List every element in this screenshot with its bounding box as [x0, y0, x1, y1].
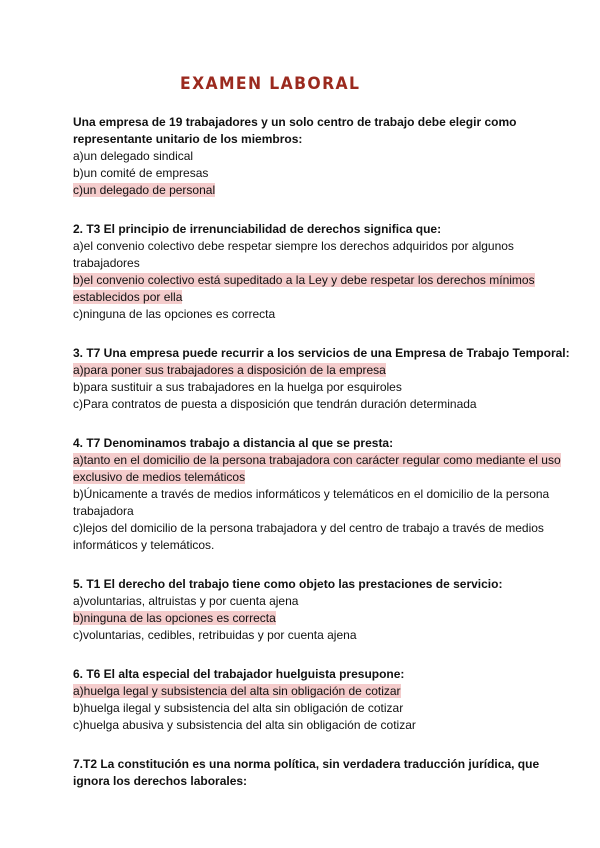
answer-option-correct	[73, 610, 578, 627]
question-block	[73, 576, 578, 644]
question-text: 4. T7 Denominamos trabajo a distancia al que se presta:	[73, 436, 394, 450]
answer-option	[73, 700, 578, 717]
question-block	[73, 221, 578, 323]
answer-option	[73, 306, 578, 323]
answer-option-text: a)un delegado sindical	[73, 149, 194, 163]
answer-option	[73, 520, 578, 554]
answer-option	[73, 148, 578, 165]
question-list	[73, 114, 578, 812]
answer-option-text: c)lejos del domicilio de la persona trabajadora y del centro de trabajo a través de medios informáticos y telemáticos.	[73, 521, 544, 552]
answer-option-text: b)para sustituir a sus trabajadores en la huelga por esquiroles	[73, 380, 402, 394]
answer-option-text: b)ninguna de las opciones es correcta	[73, 611, 276, 625]
answer-option-text: a)huelga legal y subsistencia del alta sin obligación de cotizar	[73, 684, 401, 698]
answer-option	[73, 486, 578, 520]
answer-option	[73, 238, 578, 272]
question-text: 7.T2 La constitución es una norma política, sin verdadera traducción jurídica, que ignora los derechos laborales:	[73, 757, 540, 788]
question-text: 2. T3 El principio de irrenunciabilidad de derechos significa que:	[73, 222, 442, 236]
answer-option	[73, 396, 578, 413]
question-block	[73, 756, 578, 790]
question-block	[73, 114, 578, 199]
question-block	[73, 435, 578, 554]
answer-option-text: c)ninguna de las opciones es correcta	[73, 307, 276, 321]
question-text: 3. T7 Una empresa puede recurrir a los servicios de una Empresa de Trabajo Temporal:	[73, 346, 570, 360]
answer-option	[73, 593, 578, 610]
answer-option-correct	[73, 362, 578, 379]
question-block	[73, 666, 578, 734]
answer-option-text: c)un delegado de personal	[73, 183, 216, 197]
answer-option-text: c)voluntarias, cedibles, retribuidas y por cuenta ajena	[73, 628, 357, 642]
answer-option	[73, 165, 578, 182]
answer-option-text: b)Únicamente a través de medios informáticos y telemáticos en el domicilio de la persona trabajadora	[73, 487, 550, 518]
page-title: EXAMEN LABORAL	[180, 74, 361, 94]
answer-option	[73, 627, 578, 644]
question-block	[73, 345, 578, 413]
answer-option	[73, 717, 578, 734]
answer-option-correct	[73, 182, 578, 199]
answer-option-text: c)huelga abusiva y subsistencia del alta sin obligación de cotizar	[73, 718, 416, 732]
answer-option-correct	[73, 272, 578, 306]
answer-option-text: a)el convenio colectivo debe respetar siempre los derechos adquiridos por algunos trabajadores	[73, 239, 514, 270]
answer-option-text: a)tanto en el domicilio de la persona trabajadora con carácter regular como mediante el uso exclusivo de medios telemáticos	[73, 453, 561, 484]
answer-option-text: a)para poner sus trabajadores a disposición de la empresa	[73, 363, 386, 377]
answer-option-correct	[73, 452, 578, 486]
answer-option-correct	[73, 683, 578, 700]
answer-option-text: b)un comité de empresas	[73, 166, 209, 180]
question-text: 6. T6 El alta especial del trabajador huelguista presupone:	[73, 667, 405, 681]
answer-option	[73, 379, 578, 396]
answer-option-text: c)Para contratos de puesta a disposición que tendrán duración determinada	[73, 397, 477, 411]
question-text: Una empresa de 19 trabajadores y un solo centro de trabajo debe elegir como representante unitario de los miembros:	[73, 115, 517, 146]
answer-option-text: b)huelga ilegal y subsistencia del alta sin obligación de cotizar	[73, 701, 404, 715]
answer-option-text: a)voluntarias, altruistas y por cuenta ajena	[73, 594, 299, 608]
answer-option-text: b)el convenio colectivo está supeditado a la Ley y debe respetar los derechos mínimos establecidos por ella	[73, 273, 535, 304]
question-text: 5. T1 El derecho del trabajo tiene como objeto las prestaciones de servicio:	[73, 577, 503, 591]
